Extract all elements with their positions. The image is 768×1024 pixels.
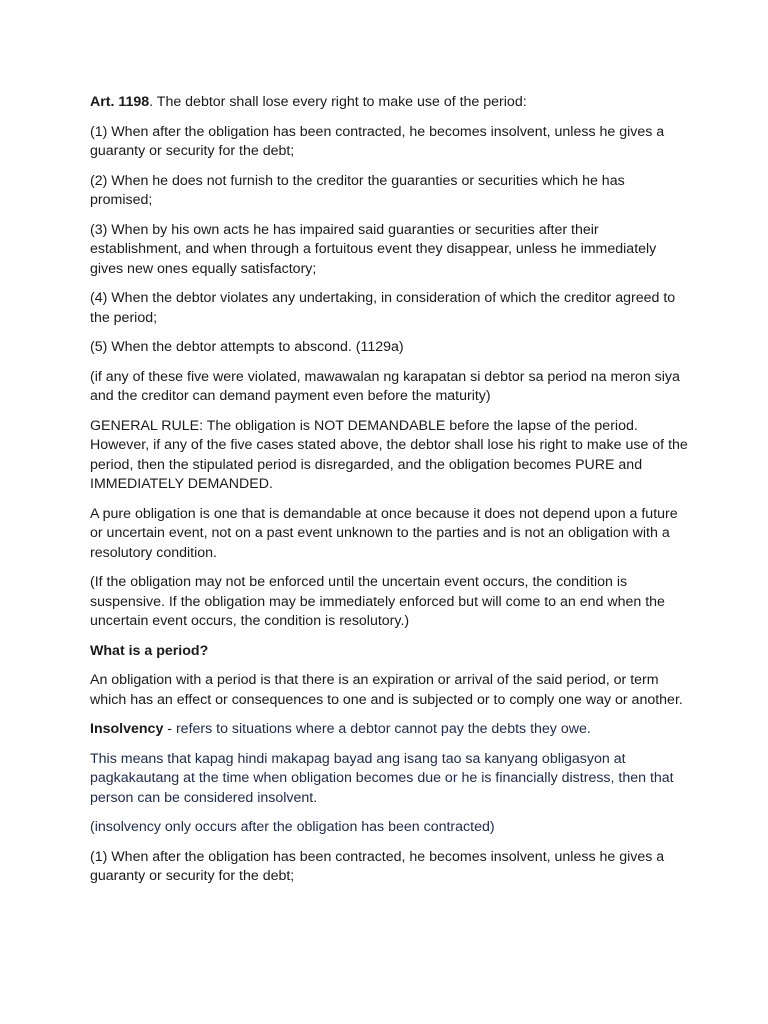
article-case-2: (2) When he does not furnish to the creditor the guaranties or securities which he has promised; <box>90 172 625 208</box>
article-case-1: (1) When after the obligation has been contracted, he becomes insolvent, unless he gives a guaranty or security for the debt; <box>90 123 665 159</box>
article-case-4: (4) When the debtor violates any undertaking, in consideration of which the creditor agreed to the period; <box>90 290 676 326</box>
period-heading: What is a period? <box>90 642 209 659</box>
period-definition: An obligation with a period is that there is an expiration or arrival of the said period, or term which has an effect or consequences to one and is subjected or to comply one way or another. <box>90 672 683 708</box>
pure-obligation-paragraph: A pure obligation is one that is demandable at once because it does not depend upon a future or uncertain event, not on a past event unknown to the parties and is not an obligation with a resolutory condition. <box>90 505 678 561</box>
article-label: Art. 1198 <box>90 94 150 110</box>
insolvency-separator: - <box>163 721 176 737</box>
insolvency-definition-paragraph <box>90 720 690 740</box>
article-intro-paragraph <box>90 93 690 113</box>
insolvency-note: (insolvency only occurs after the obligation has been contracted) <box>90 819 495 835</box>
document-page <box>90 93 690 897</box>
general-rule-paragraph: GENERAL RULE: The obligation is NOT DEMANDABLE before the lapse of the period. However, if any of the five cases stated above, the debtor shall lose his right to make use of the period, then the stipulated period is disregarded, and the obligation becomes PURE and IMMEDIATELY DEMANDED. <box>90 417 688 492</box>
insolvency-repeat-case: (1) When after the obligation has been contracted, he becomes insolvent, unless he gives a guaranty or security for the debt; <box>90 848 665 884</box>
insolvency-term: Insolvency <box>90 721 164 737</box>
article-case-5: (5) When the debtor attempts to abscond. (1129a) <box>90 339 404 355</box>
violation-note: (if any of these five were violated, mawawalan ng karapatan si debtor sa period na meron siya and the creditor can demand payment even before the maturity) <box>90 368 680 404</box>
insolvency-definition: refers to situations where a debtor cannot pay the debts they owe. <box>175 721 591 737</box>
insolvency-explanation: This means that kapag hindi makapag bayad ang isang tao sa kanyang obligasyon at pagkakautang at the time when obligation becomes due or he is financially distress, then that person can be considered insolvent. <box>90 750 674 806</box>
condition-note: (If the obligation may not be enforced until the uncertain event occurs, the condition is suspensive. If the obligation may be immediately enforced but will come to an end when the uncertain event occurs, the condition is resolutory.) <box>90 574 665 629</box>
article-intro-text: . The debtor shall lose every right to make use of the period: <box>149 94 527 110</box>
article-case-3: (3) When by his own acts he has impaired said guaranties or securities after their establishment, and when through a fortuitous event they disappear, unless he immediately gives new ones equally satisfactory; <box>90 221 657 277</box>
